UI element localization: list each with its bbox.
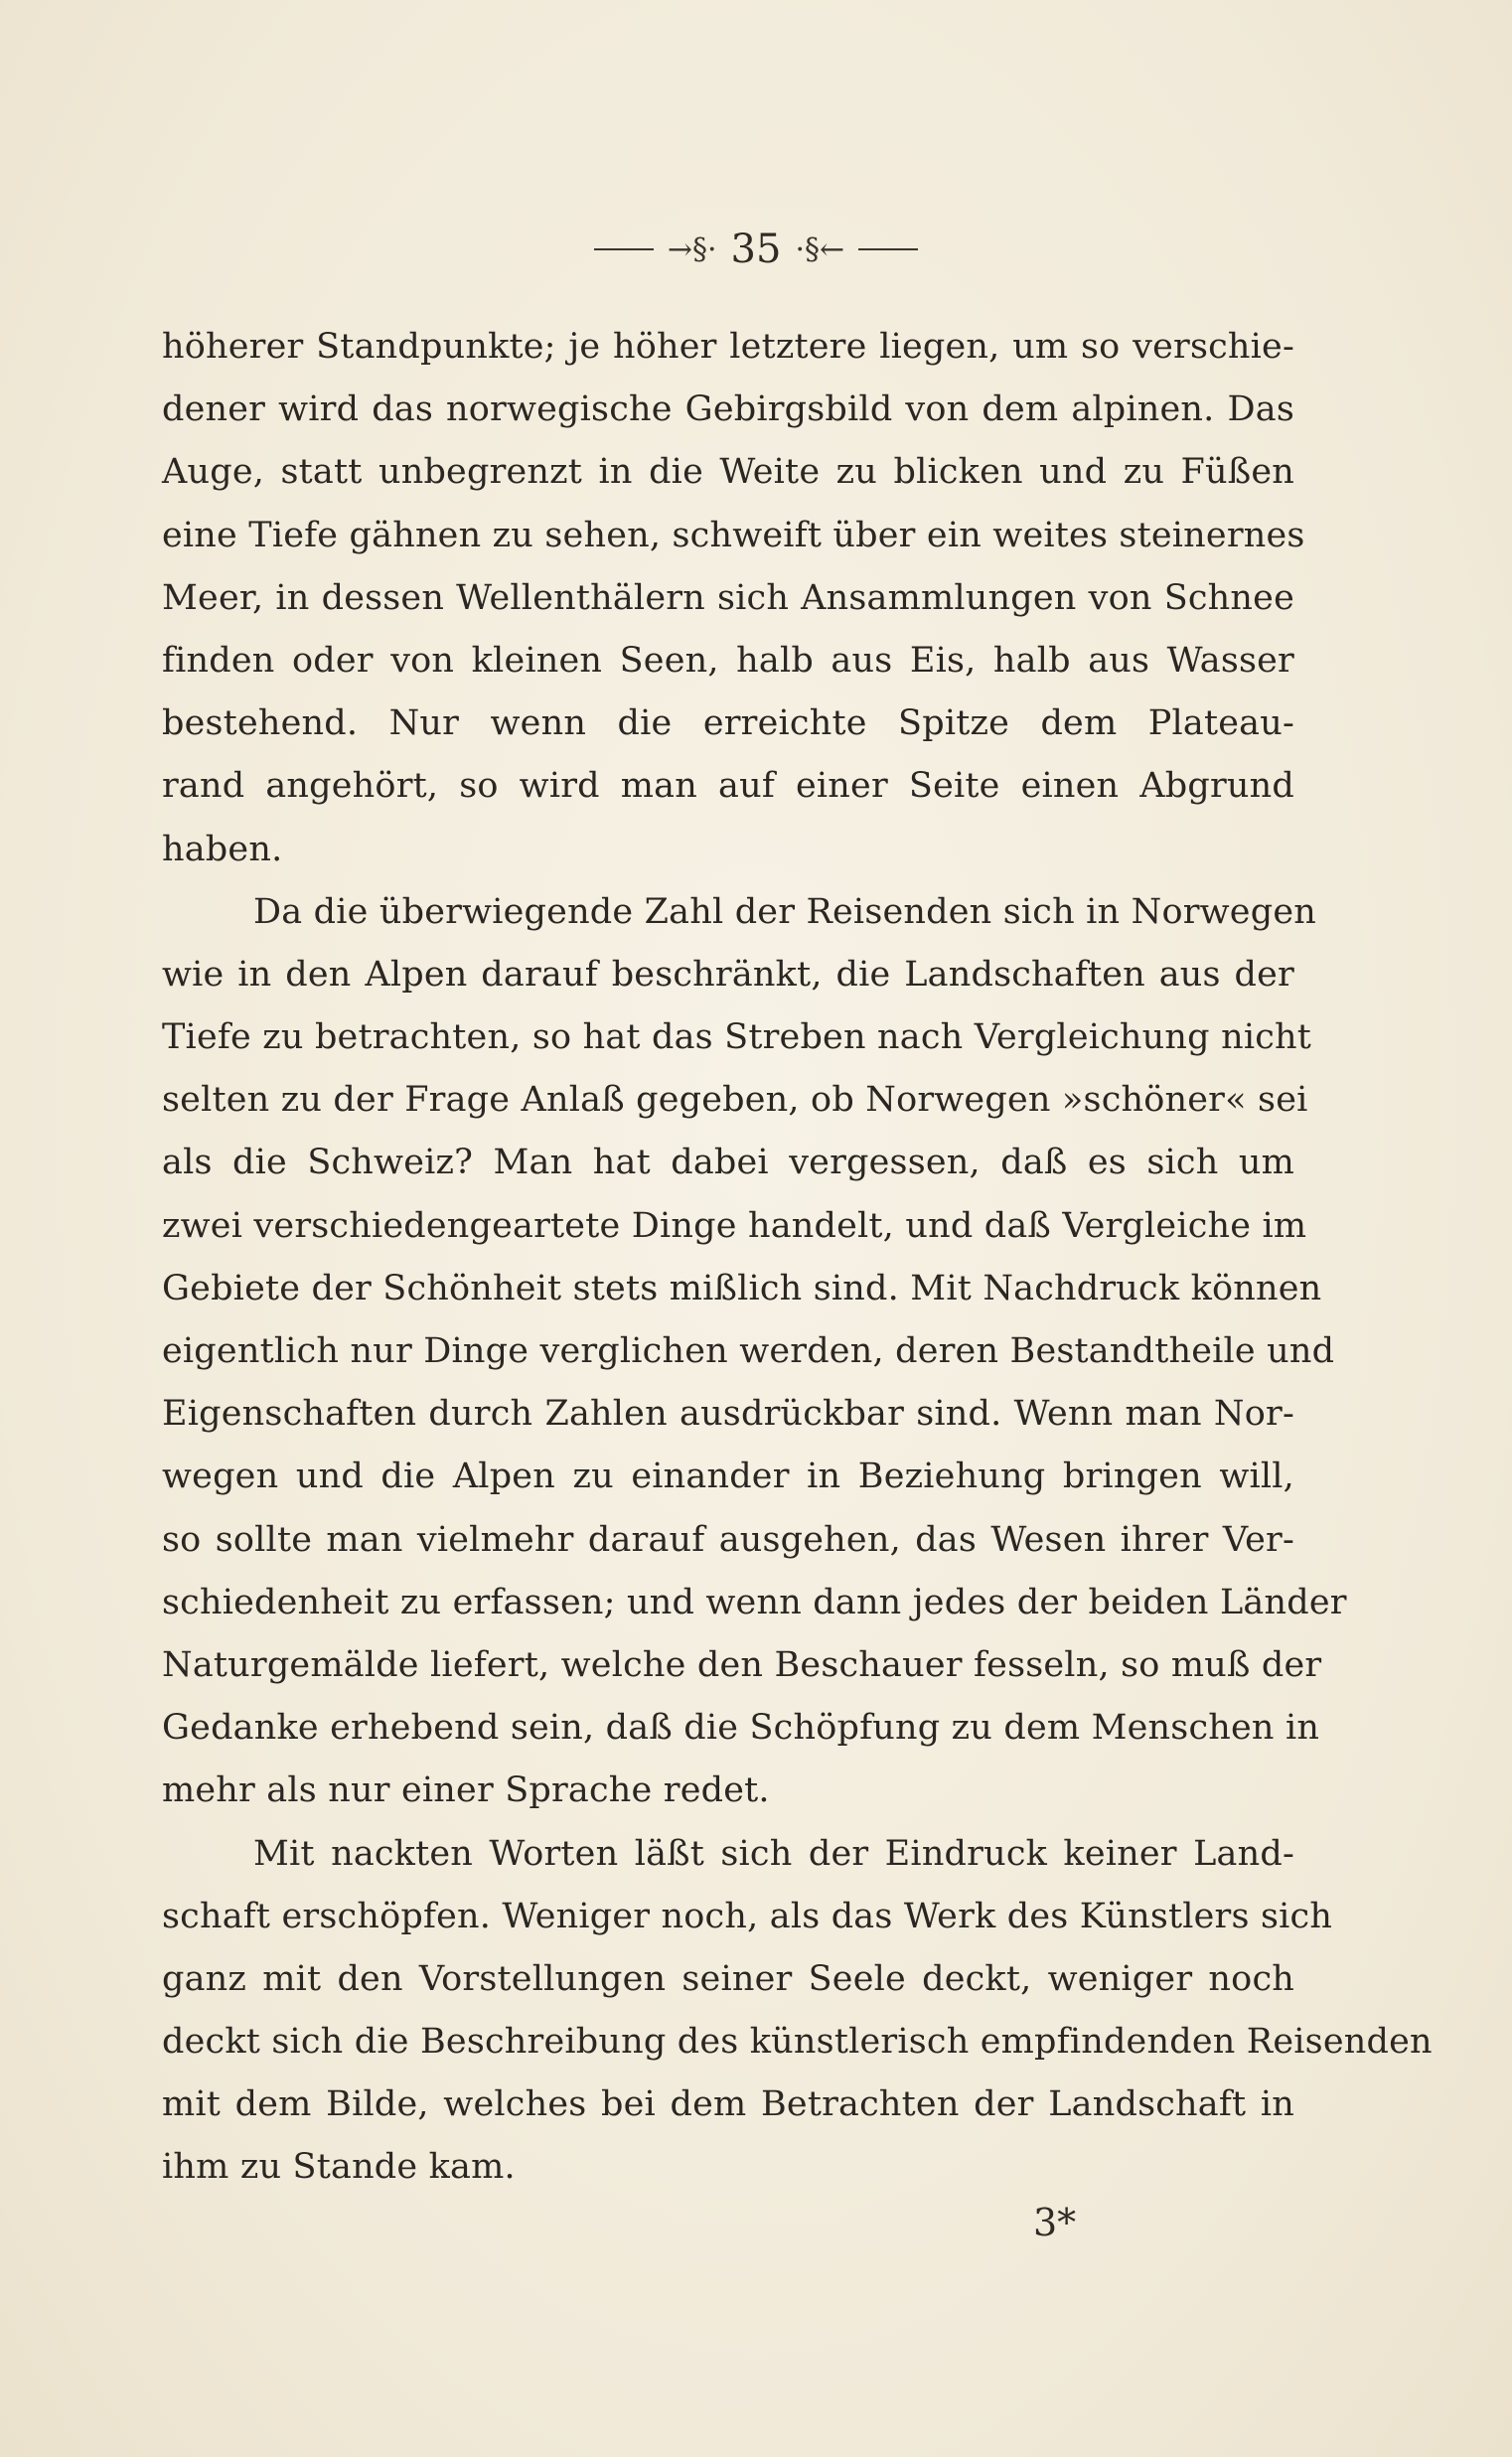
header-rule-right (858, 248, 918, 250)
text-line: zwei verschiedengeartete Dinge handelt, und daß Vergleiche im (162, 1205, 1307, 1246)
header-rule-left (594, 248, 654, 250)
text-line: Tiefe zu betrachten, so hat das Streben nach Vergleichung nicht (162, 1017, 1312, 1058)
text-line: finden oder von kleinen Seen, halb aus Eis, halb aus Wasser (162, 640, 1294, 681)
header-ornament-right: ·§← (795, 231, 845, 267)
text-line: wegen und die Alpen zu einander in Beziehung bringen will, (162, 1457, 1294, 1497)
text-line: deckt sich die Beschreibung des künstlerisch empfindenden Reisenden (162, 2022, 1433, 2063)
text-line: haben. (162, 829, 283, 869)
text-line: höherer Standpunkte; je höher letztere liegen, um so verschie- (162, 327, 1294, 367)
text-line: rand angehört, so wird man auf einer Seite einen Abgrund (162, 766, 1294, 807)
text-line: eine Tiefe gähnen zu sehen, schweift über ein weites steinernes (162, 515, 1305, 555)
page-header (0, 227, 1512, 272)
text-line: eigentlich nur Dinge verglichen werden, deren Bestandtheile und (162, 1331, 1335, 1371)
text-line: Mit nackten Worten läßt sich der Eindruck keiner Land- (253, 1833, 1294, 1874)
body-text (162, 316, 1433, 2200)
text-line: Auge, statt unbegrenzt in die Weite zu blicken und zu Füßen (162, 452, 1294, 493)
text-line: schaft erschöpfen. Weniger noch, als das Werk des Künstlers sich (162, 1896, 1333, 1936)
text-line: Gedanke erhebend sein, daß die Schöpfung zu dem Menschen in (162, 1708, 1320, 1749)
header-ornament-left: →§· (667, 231, 717, 267)
text-line: mehr als nur einer Sprache redet. (162, 1770, 770, 1811)
text-line: als die Schweiz? Man hat dabei vergessen, daß es sich um (162, 1143, 1294, 1183)
text-line: ganz mit den Vorstellungen seiner Seele deckt, weniger noch (162, 1958, 1294, 1999)
text-line: so sollte man vielmehr darauf ausgehen, das Wesen ihrer Ver- (162, 1519, 1294, 1560)
text-line: schiedenheit zu erfassen; und wenn dann jedes der beiden Länder (162, 1582, 1347, 1622)
text-line: dener wird das norwegische Gebirgsbild von dem alpinen. Das (162, 389, 1294, 430)
text-line: wie in den Alpen darauf beschränkt, die Landschaften aus der (162, 954, 1294, 995)
text-line: mit dem Bilde, welches bei dem Betrachten der Landschaft in (162, 2084, 1294, 2125)
text-line: selten zu der Frage Anlaß gegeben, ob Norwegen »schöner« sei (162, 1080, 1308, 1121)
text-line: ihm zu Stande kam. (162, 2147, 516, 2188)
text-line: bestehend. Nur wenn die erreichte Spitze dem Plateau- (162, 703, 1294, 744)
text-line: Naturgemälde liefert, welche den Beschauer fesseln, so muß der (162, 1644, 1322, 1685)
signature-mark: 3* (1033, 2201, 1077, 2244)
text-line: Gebiete der Schönheit stets mißlich sind. Mit Nachdruck können (162, 1268, 1322, 1308)
page-number: 35 (730, 227, 782, 272)
text-line: Eigenschaften durch Zahlen ausdrückbar sind. Wenn man Nor- (162, 1394, 1294, 1435)
text-line: Da die überwiegende Zahl der Reisenden sich in Norwegen (253, 891, 1316, 932)
text-line: Meer, in dessen Wellenthälern sich Ansammlungen von Schnee (162, 577, 1294, 618)
